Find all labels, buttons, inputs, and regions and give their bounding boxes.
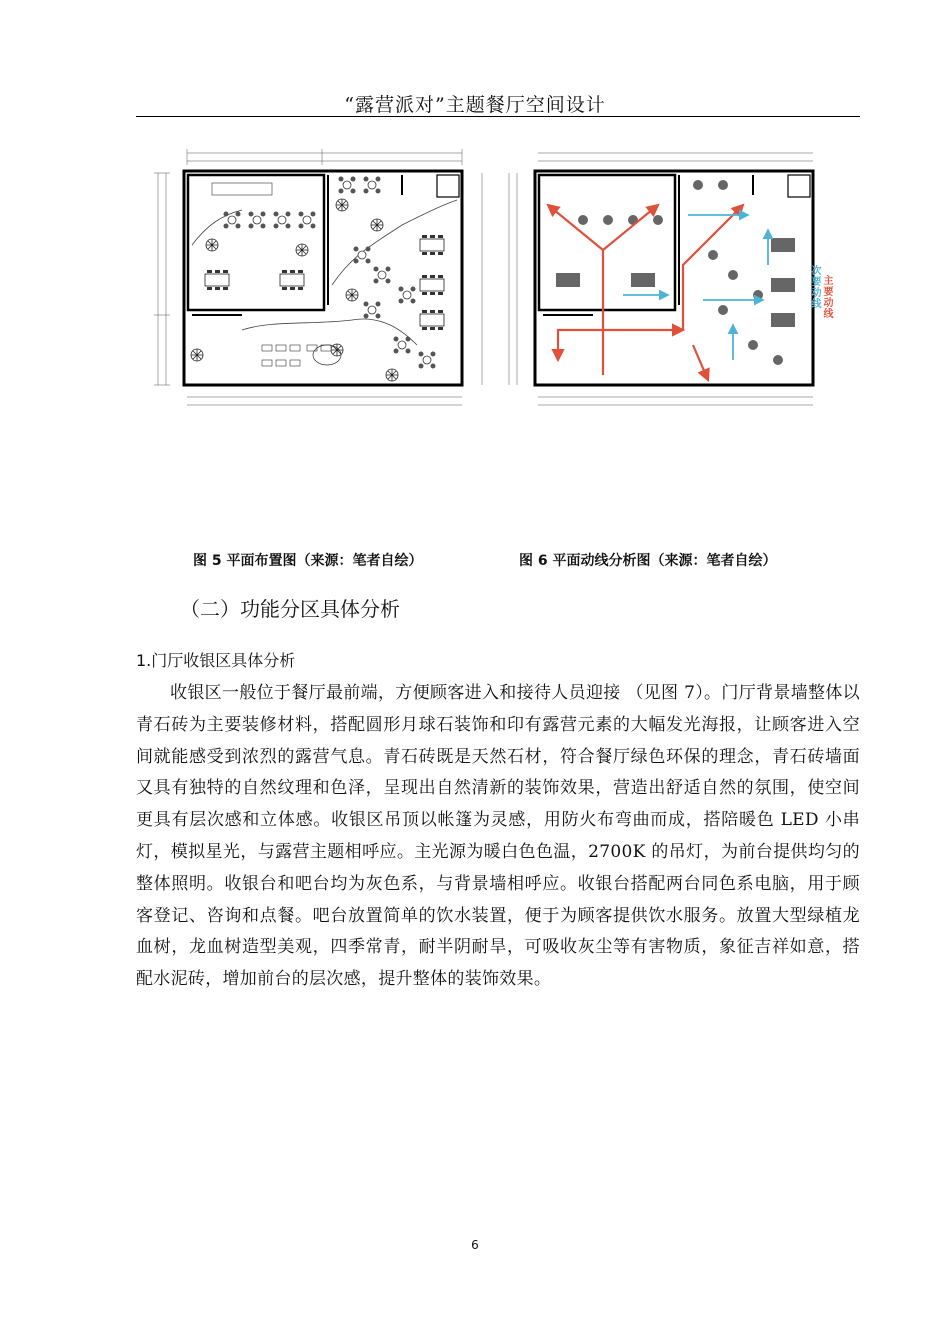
running-header: “露营派对”主题餐厅空间设计 [344, 94, 606, 116]
figure-5-caption: 图 5 平面布置图（来源：笔者自绘） [193, 553, 423, 569]
figure-5-floor-plan [152, 145, 472, 415]
section-heading: （二）功能分区具体分析 [180, 597, 400, 621]
subsection-heading: 1.门厅收银区具体分析 [136, 651, 296, 670]
figure-6-circulation-plan [503, 145, 832, 415]
legend-main-route: 主要动线 [821, 275, 832, 319]
page-number: 6 [471, 1238, 479, 1252]
body-paragraph: 收银区一般位于餐厅最前端，方便顾客进入和接待人员迎接 （见图 7）。门厅背景墙整体以青石砖为主要装修材料，搭配圆形月球石装饰和印有露营元素的大幅发光海报，让顾客进入空间就能感受到浓烈的露营气息。青石砖既是天然石材，符合餐厅绿色环保的理念，青石砖墙面又具有独特的自然纹理和色泽，呈现出自然清新的装饰效果，营造出舒适自然的氛围，使空间更具有层次感和立体感。收银区吊顶以帐篷为灵感，用防火布弯曲而成，搭陪暖色 LED 小串灯，模拟星光，与露营主题相呼应。主光源为暖白色色温，2700K 的吊灯，为前台提供均匀的整体照明。收银台和吧台均为灰色系，与背景墙相呼应。收银台搭配两台同色系电脑，用于顾客登记、咨询和点餐。吧台放置简单的饮水装置，便于为顾客提供饮水服务。放置大型绿植龙血树，龙血树造型美观，四季常青，耐半阴耐旱，可吸收灰尘等有害物质，象征吉祥如意，搭配水泥砖，增加前台的层次感，提升整体的装饰效果。 [136, 683, 860, 990]
legend-secondary-route: 次要动线 [809, 265, 820, 309]
header-rule [136, 116, 860, 117]
figure-6-caption: 图 6 平面动线分析图（来源：笔者自绘） [519, 553, 777, 569]
